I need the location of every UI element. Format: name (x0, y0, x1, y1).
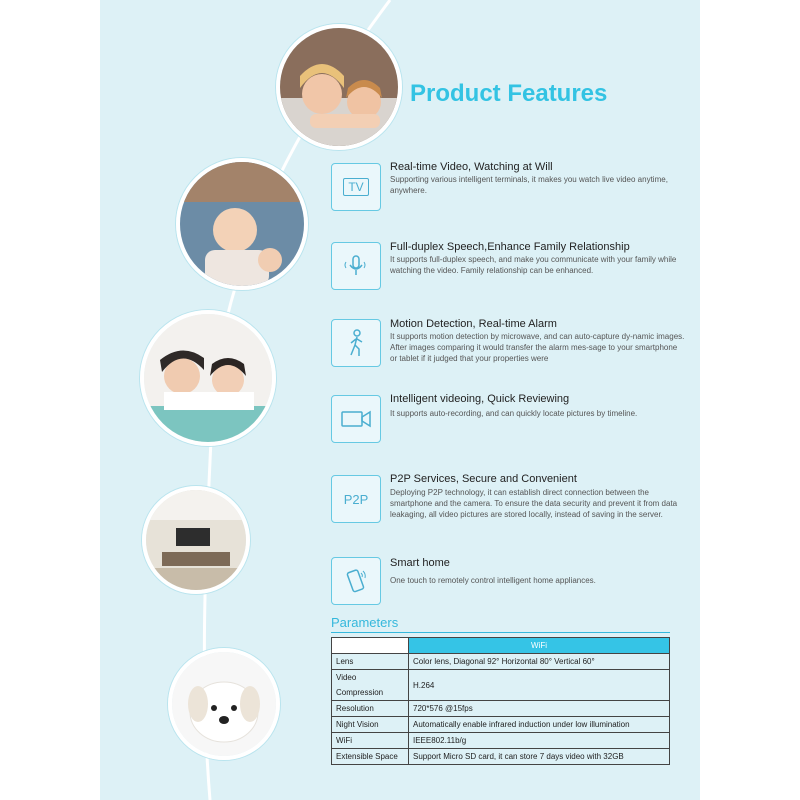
feature-title: P2P Services, Secure and Convenient (390, 473, 577, 485)
param-value: Color lens, Diagonal 92° Horizontal 80° Vertical 60° (409, 654, 670, 670)
param-key: Resolution (332, 701, 409, 717)
table-row (332, 670, 670, 701)
table-row (332, 654, 670, 670)
p2p-icon-text: P2P (343, 491, 369, 507)
feature-title: Full-duplex Speech,Enhance Family Relationship (390, 241, 630, 253)
photo-mother-daughter (140, 310, 276, 446)
smartphone-icon (331, 557, 381, 605)
tv-icon-text: TV (343, 178, 368, 196)
parameters-table (331, 637, 670, 765)
photo-puppy (168, 648, 280, 760)
param-key: Video Compression (332, 670, 409, 701)
param-value: 720*576 @15fps (409, 701, 670, 717)
table-row (332, 717, 670, 733)
feature-description: It supports motion detection by microwave, and can auto-capture dy-namic images. After images comparing it would transfer the alarm mes-sage to your smartphone or tablet if it judged that your properties were (390, 332, 685, 363)
feature-description: Deploying P2P technology, it can establish direct connection between the smartphone and the camera. To ensure the data security and prevent it from data leakaging, all video pictures are stored locally, instead of saving in the server. (390, 488, 678, 519)
param-value: Automatically enable infrared induction under low illumination (409, 717, 670, 733)
feature-description: It supports full-duplex speech, and make you communicate with your family while watching the video. Family relationship can be enhanced. (390, 255, 677, 275)
table-header-cell: WiFi (409, 638, 670, 654)
feature-title: Real-time Video, Watching at Will (390, 161, 553, 173)
feature-description: It supports auto-recording, and can quickly locate pictures by timeline. (390, 409, 638, 418)
param-key: Extensible Space (332, 749, 409, 765)
video-camera-icon (331, 395, 381, 443)
param-key: Lens (332, 654, 409, 670)
param-value: H.264 (409, 670, 670, 701)
feature-title: Smart home (390, 557, 450, 569)
parameters-heading: Parameters (331, 615, 399, 630)
param-value: Support Micro SD card, it can store 7 days video with 32GB (409, 749, 670, 765)
param-key: WiFi (332, 733, 409, 749)
feature-title: Intelligent videoing, Quick Reviewing (390, 393, 570, 405)
feature-description: Supporting various intelligent terminals, it makes you watch live video anytime, anywhere. (390, 175, 668, 195)
photo-children (276, 24, 402, 150)
table-row (332, 733, 670, 749)
feature-description: One touch to remotely control intelligent home appliances. (390, 576, 596, 585)
parameters-divider (331, 632, 670, 633)
tv-icon (331, 163, 381, 211)
feature-title: Motion Detection, Real-time Alarm (390, 318, 557, 330)
photo-living-room (142, 486, 250, 594)
p2p-icon (331, 475, 381, 523)
photo-baby (176, 158, 308, 290)
param-value: IEEE802.11b/g (409, 733, 670, 749)
page-title: Product Features (410, 80, 608, 107)
table-row (332, 749, 670, 765)
table-row (332, 701, 670, 717)
table-header-row (332, 638, 670, 654)
param-key: Night Vision (332, 717, 409, 733)
microphone-icon (331, 242, 381, 290)
table-header-cell (332, 638, 409, 654)
walking-person-icon (331, 319, 381, 367)
